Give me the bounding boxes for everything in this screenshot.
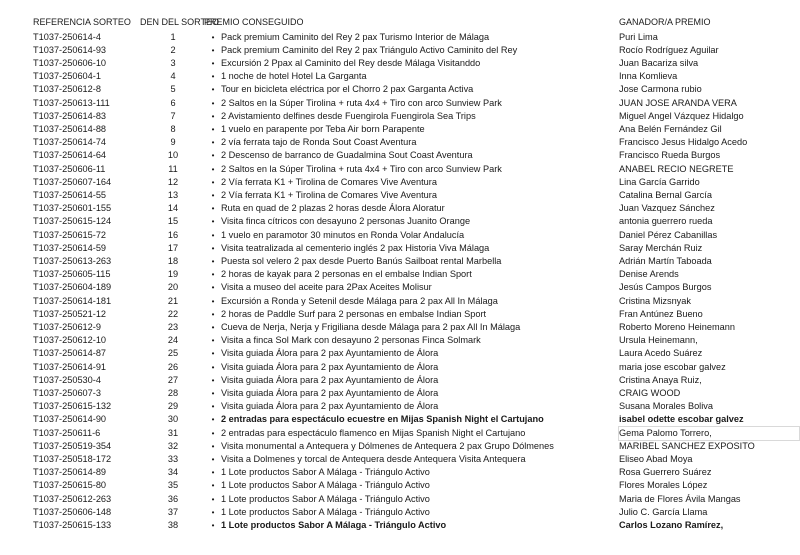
cell-num: 32 — [167, 440, 179, 451]
cell-ref: T1037-250614-89 — [33, 467, 107, 478]
bullet-icon: • — [211, 190, 215, 200]
table-row — [0, 519, 800, 532]
table-row — [0, 506, 800, 519]
cell-num: 3 — [170, 57, 176, 68]
cell-winner: Miguel Angel Vázquez Hidalgo — [619, 110, 744, 121]
table-row — [0, 453, 800, 466]
cell-winner: maria jose escobar galvez — [619, 361, 726, 372]
table-row — [0, 361, 800, 374]
bullet-icon: • — [211, 111, 215, 121]
cell-ref: T1037-250615-80 — [33, 480, 107, 491]
cell-ref: T1037-250521-12 — [33, 308, 107, 319]
cell-ref: T1037-250606-11 — [33, 163, 106, 174]
bullet-icon: • — [211, 507, 215, 517]
table-row — [0, 176, 800, 189]
cell-ref: T1037-250615-132 — [33, 401, 112, 412]
cell-num: 15 — [167, 216, 179, 227]
cell-prize: 2 Saltos en la Súper Tirolina + ruta 4x4 + Tiro con arco Sunview Park — [221, 163, 502, 174]
table-row — [0, 31, 800, 44]
cell-winner: Jesús Campos Burgos — [619, 282, 712, 293]
cell-ref: T1037-250606-10 — [33, 57, 107, 68]
bullet-icon: • — [211, 85, 215, 95]
cell-num: 13 — [167, 189, 179, 200]
cell-prize: 2 Descenso de barranco de Guadalmina Sout Coast Aventura — [221, 150, 473, 161]
cell-ref: T1037-250614-59 — [33, 242, 107, 253]
cell-prize: 1 vuelo en parapente por Teba Air born Parapente — [221, 123, 425, 134]
cell-prize: 1 vuelo en paramotor 30 minutos en Ronda Volar Andalucía — [221, 229, 465, 240]
cell-prize: Excursión 2 Ppax al Caminito del Rey desde Málaga Visitanddo — [221, 57, 481, 68]
table-row — [0, 334, 800, 347]
cell-prize: Pack premium Caminito del Rey 2 pax Triángulo Activo Caminito del Rey — [221, 44, 518, 55]
cell-ref: T1037-250613-111 — [33, 97, 110, 108]
cell-num: 35 — [167, 480, 179, 491]
bullet-icon: • — [211, 138, 215, 148]
cell-ref: T1037-250614-91 — [33, 361, 107, 372]
bullet-icon: • — [211, 362, 215, 372]
bullet-icon: • — [211, 402, 215, 412]
cell-ref: T1037-250606-148 — [33, 506, 112, 517]
cell-ref: T1037-250614-181 — [33, 295, 112, 306]
cell-num: 29 — [167, 401, 179, 412]
cell-winner: Catalina Bernal García — [619, 189, 712, 200]
cell-ref: T1037-250611-6 — [33, 427, 101, 438]
cell-prize: Pack premium Caminito del Rey 2 pax Turismo Interior de Málaga — [221, 31, 490, 42]
cell-ref: T1037-250614-55 — [33, 189, 107, 200]
header-num: DEN DEL SORTEO — [140, 17, 220, 27]
bullet-icon: • — [211, 217, 215, 227]
bullet-icon: • — [211, 454, 215, 464]
cell-winner: Francisco Rueda Burgos — [619, 150, 721, 161]
cell-num: 31 — [167, 427, 179, 438]
cell-ref: T1037-250614-90 — [33, 414, 107, 425]
cell-winner: Julio C. García Llama — [619, 506, 708, 517]
table-header — [0, 16, 800, 29]
cell-prize: Visita guiada Álora para 2 pax Ayuntamiento de Álora — [221, 387, 439, 398]
bullet-icon: • — [211, 72, 215, 82]
cell-winner: Susana Morales Boliva — [619, 401, 713, 412]
cell-num: 6 — [170, 97, 176, 108]
cell-winner: Francisco Jesus Hidalgo Acedo — [619, 137, 748, 148]
cell-ref: T1037-250604-189 — [33, 282, 112, 293]
cell-prize: Cueva de Nerja, Nerja y Frigiliana desde Málaga para 2 pax All In Málaga — [221, 321, 521, 332]
cell-num: 23 — [167, 321, 179, 332]
cell-winner: Juan Vazquez Sánchez — [619, 203, 715, 214]
cell-prize: Visita a museo del aceite para 2Pax Aceites Molisur — [221, 282, 432, 293]
cell-prize: 2 entradas para espectáculo flamenco en Mijas Spanish Night el Cartujano — [221, 427, 526, 438]
cell-num: 22 — [167, 308, 179, 319]
cell-ref: T1037-250607-164 — [33, 176, 112, 187]
cell-num: 7 — [170, 110, 176, 121]
cell-prize: Visita teatralizada al cementerio inglés 2 pax Historia Viva Málaga — [221, 242, 490, 253]
cell-winner: Juan Bacariza silva — [619, 57, 699, 68]
table-row — [0, 281, 800, 294]
cell-ref: T1037-250613-263 — [33, 255, 112, 266]
cell-ref: T1037-250530-4 — [33, 374, 101, 385]
bullet-icon: • — [211, 336, 215, 346]
table-row — [0, 374, 800, 387]
cell-num: 28 — [167, 387, 179, 398]
cell-ref: T1037-250612-8 — [33, 84, 101, 95]
table-row — [0, 229, 800, 242]
table-row — [0, 70, 800, 83]
table-row — [0, 321, 800, 334]
cell-winner: Rocío Rodríguez Aguilar — [619, 44, 719, 55]
cell-prize: Ruta en quad de 2 plazas 2 horas desde Álora Aloratur — [221, 203, 445, 214]
table-row — [0, 466, 800, 479]
bullet-icon: • — [211, 283, 215, 293]
cell-num: 12 — [167, 176, 179, 187]
bullet-icon: • — [211, 428, 215, 438]
cell-winner: Roberto Moreno Heinemann — [619, 321, 735, 332]
cell-ref: T1037-250612-263 — [33, 493, 112, 504]
cell-winner: Rosa Guerrero Suárez — [619, 467, 712, 478]
cell-winner: Ursula Heinemann, — [619, 335, 698, 346]
cell-prize: 1 Lote productos Sabor A Málaga - Triángulo Activo — [221, 519, 447, 530]
bullet-icon: • — [211, 270, 215, 280]
cell-ref: T1037-250615-133 — [33, 519, 112, 530]
bullet-icon: • — [211, 230, 215, 240]
cell-winner: Daniel Pérez Cabanillas — [619, 229, 718, 240]
cell-prize: Visita a finca Sol Mark con desayuno 2 personas Finca Solmark — [221, 335, 481, 346]
table-row — [0, 347, 800, 360]
cell-ref: T1037-250519-354 — [33, 440, 112, 451]
table-row — [0, 110, 800, 123]
cell-prize: Visita a Dolmenes y torcal de Antequera desde Antequera Visita Antequera — [221, 453, 526, 464]
bullet-icon: • — [211, 468, 215, 478]
bullet-icon: • — [211, 98, 215, 108]
cell-num: 14 — [167, 203, 179, 214]
cell-num: 20 — [167, 282, 179, 293]
bullet-icon: • — [211, 58, 215, 68]
cell-num: 2 — [170, 44, 176, 55]
cell-winner: Gema Palomo Torrero, — [619, 427, 799, 440]
cell-winner: Saray Merchán Ruiz — [619, 242, 703, 253]
table-row — [0, 44, 800, 57]
bullet-icon: • — [211, 415, 215, 425]
bullet-icon: • — [211, 520, 215, 530]
table-row — [0, 427, 800, 440]
cell-winner: ANABEL RECIO NEGRETE — [619, 163, 734, 174]
cell-num: 37 — [167, 506, 179, 517]
table-row — [0, 202, 800, 215]
bullet-icon: • — [211, 388, 215, 398]
table-row — [0, 255, 800, 268]
cell-ref: T1037-250612-10 — [33, 335, 107, 346]
cell-winner: Denise Arends — [619, 269, 679, 280]
cell-num: 33 — [167, 453, 179, 464]
bullet-icon: • — [211, 45, 215, 55]
bullet-icon: • — [211, 243, 215, 253]
cell-winner: Maria de Flores Ávila Mangas — [619, 493, 741, 504]
cell-prize: 1 Lote productos Sabor A Málaga - Triángulo Activo — [221, 493, 430, 504]
bullet-icon: • — [211, 296, 215, 306]
cell-num: 21 — [167, 295, 179, 306]
cell-num: 38 — [167, 519, 179, 530]
cell-ref: T1037-250607-3 — [33, 387, 101, 398]
cell-ref: T1037-250614-64 — [33, 150, 107, 161]
table-row — [0, 308, 800, 321]
cell-winner: CRAIG WOOD — [619, 387, 681, 398]
cell-ref: T1037-250614-88 — [33, 123, 107, 134]
cell-prize: 2 entradas para espectáculo ecuestre en Mijas Spanish Night el Cartujano — [221, 414, 544, 425]
cell-prize: 1 Lote productos Sabor A Málaga - Triángulo Activo — [221, 467, 430, 478]
bullet-icon: • — [211, 177, 215, 187]
table-row — [0, 493, 800, 506]
cell-winner: Carlos Lozano Ramírez, — [619, 519, 724, 530]
table-row — [0, 440, 800, 453]
cell-prize: 2 Vía ferrata K1 + Tirolina de Comares Vive Aventura — [221, 189, 437, 200]
cell-num: 36 — [167, 493, 179, 504]
cell-prize: Tour en bicicleta eléctrica por el Chorro 2 pax Garganta Activa — [221, 84, 474, 95]
cell-winner: Cristina Mizsnyak — [619, 295, 691, 306]
cell-prize: 2 horas de kayak para 2 personas en el embalse Indian Sport — [221, 269, 472, 280]
cell-ref: T1037-250614-83 — [33, 110, 107, 121]
bullet-icon: • — [211, 256, 215, 266]
cell-num: 25 — [167, 348, 179, 359]
cell-prize: 1 Lote productos Sabor A Málaga - Triángulo Activo — [221, 480, 430, 491]
table-row — [0, 189, 800, 202]
table-row — [0, 400, 800, 413]
cell-winner: Puri Lima — [619, 31, 658, 42]
table-row — [0, 163, 800, 176]
cell-winner: Lina García Garrido — [619, 176, 700, 187]
table-row — [0, 149, 800, 162]
cell-ref: T1037-250601-155 — [33, 203, 112, 214]
cell-num: 8 — [170, 123, 176, 134]
cell-prize: 2 horas de Paddle Surf para 2 personas en embalse Indian Sport — [221, 308, 487, 319]
table-row — [0, 295, 800, 308]
cell-num: 24 — [167, 335, 179, 346]
cell-ref: T1037-250604-1 — [33, 71, 101, 82]
table-row — [0, 83, 800, 96]
cell-ref: T1037-250614-87 — [33, 348, 107, 359]
cell-winner: JUAN JOSE ARANDA VERA — [619, 97, 737, 108]
cell-prize: 1 Lote productos Sabor A Málaga - Triángulo Activo — [221, 506, 430, 517]
bullet-icon: • — [211, 349, 215, 359]
table-row — [0, 479, 800, 492]
bullet-icon: • — [211, 481, 215, 491]
cell-prize: 2 vía ferrata tajo de Ronda Sout Coast Aventura — [221, 137, 417, 148]
cell-winner: Ana Belén Fernández Gil — [619, 123, 722, 134]
bullet-icon: • — [211, 494, 215, 504]
cell-prize: Visita finca cítricos con desayuno 2 personas Juanito Orange — [221, 216, 471, 227]
cell-winner: Cristina Anaya Ruiz, — [619, 374, 702, 385]
header-winner: GANADOR/A PREMIO — [619, 17, 711, 27]
cell-prize: Visita guiada Álora para 2 pax Ayuntamiento de Álora — [221, 374, 439, 385]
bullet-icon: • — [211, 375, 215, 385]
cell-prize: 2 Vía ferrata K1 + Tirolina de Comares Vive Aventura — [221, 176, 437, 187]
cell-winner: antonia guerrero rueda — [619, 216, 713, 227]
cell-ref: T1037-250615-124 — [33, 216, 112, 227]
cell-prize: Visita guiada Álora para 2 pax Ayuntamiento de Álora — [221, 361, 439, 372]
bullet-icon: • — [211, 204, 215, 214]
cell-ref: T1037-250614-93 — [33, 44, 107, 55]
bullet-icon: • — [211, 32, 215, 42]
cell-winner: Inna Komlieva — [619, 71, 678, 82]
cell-ref: T1037-250615-72 — [33, 229, 107, 240]
cell-num: 10 — [167, 150, 179, 161]
table-row — [0, 387, 800, 400]
table-row — [0, 123, 800, 136]
cell-num: 34 — [167, 467, 179, 478]
cell-ref: T1037-250518-172 — [33, 453, 112, 464]
cell-prize: 2 Avistamiento delfines desde Fuengirola Fuengirola Sea Trips — [221, 110, 476, 121]
cell-winner: MARIBEL SANCHEZ EXPOSITO — [619, 440, 755, 451]
cell-ref: T1037-250614-74 — [33, 137, 107, 148]
cell-num: 18 — [167, 255, 179, 266]
bullet-icon: • — [211, 322, 215, 332]
cell-num: 1 — [170, 31, 176, 42]
bullet-icon: • — [211, 124, 215, 134]
table-row — [0, 268, 800, 281]
cell-num: 30 — [167, 414, 179, 425]
cell-prize: Excursión a Ronda y Setenil desde Málaga para 2 pax All In Málaga — [221, 295, 498, 306]
cell-num: 4 — [170, 71, 176, 82]
cell-winner: Jose Carmona rubio — [619, 84, 702, 95]
bullet-icon: • — [211, 441, 215, 451]
cell-prize: Visita guiada Álora para 2 pax Ayuntamiento de Álora — [221, 348, 439, 359]
cell-prize: Visita monumental a Antequera y Dólmenes de Antequera 2 pax Grupo Dólmenes — [221, 440, 554, 451]
cell-num: 27 — [167, 374, 179, 385]
cell-winner: isabel odette escobar galvez — [619, 414, 744, 425]
table-row — [0, 136, 800, 149]
table-row — [0, 413, 800, 426]
cell-num: 19 — [167, 269, 179, 280]
cell-prize: 2 Saltos en la Súper Tirolina + ruta 4x4 + Tiro con arco Sunview Park — [221, 97, 502, 108]
cell-prize: Puesta sol velero 2 pax desde Puerto Banús Sailboat rental Marbella — [221, 255, 502, 266]
cell-prize: 1 noche de hotel Hotel La Garganta — [221, 71, 367, 82]
cell-num: 16 — [167, 229, 179, 240]
bullet-icon: • — [211, 309, 215, 319]
cell-winner: Laura Acedo Suárez — [619, 348, 703, 359]
table-row — [0, 242, 800, 255]
table-row — [0, 215, 800, 228]
cell-num: 11 — [168, 163, 178, 174]
table-row — [0, 97, 800, 110]
cell-winner: Flores Morales López — [619, 480, 708, 491]
cell-num: 26 — [167, 361, 179, 372]
cell-winner: Eliseo Abad Moya — [619, 453, 693, 464]
bullet-icon: • — [211, 151, 215, 161]
table-row — [0, 57, 800, 70]
cell-num: 9 — [170, 137, 176, 148]
cell-prize: Visita guiada Álora para 2 pax Ayuntamiento de Álora — [221, 401, 439, 412]
cell-winner: Fran Antúnez Bueno — [619, 308, 703, 319]
cell-num: 5 — [170, 84, 176, 95]
cell-ref: T1037-250614-4 — [33, 31, 101, 42]
cell-ref: T1037-250605-115 — [33, 269, 111, 280]
header-ref: REFERENCIA SORTEO — [33, 17, 131, 27]
cell-ref: T1037-250612-9 — [33, 321, 101, 332]
cell-winner: Adrián Martín Taboada — [619, 255, 712, 266]
header-prize: PREMIO CONSEGUIDO — [204, 17, 304, 27]
bullet-icon: • — [211, 164, 215, 174]
cell-num: 17 — [167, 242, 179, 253]
